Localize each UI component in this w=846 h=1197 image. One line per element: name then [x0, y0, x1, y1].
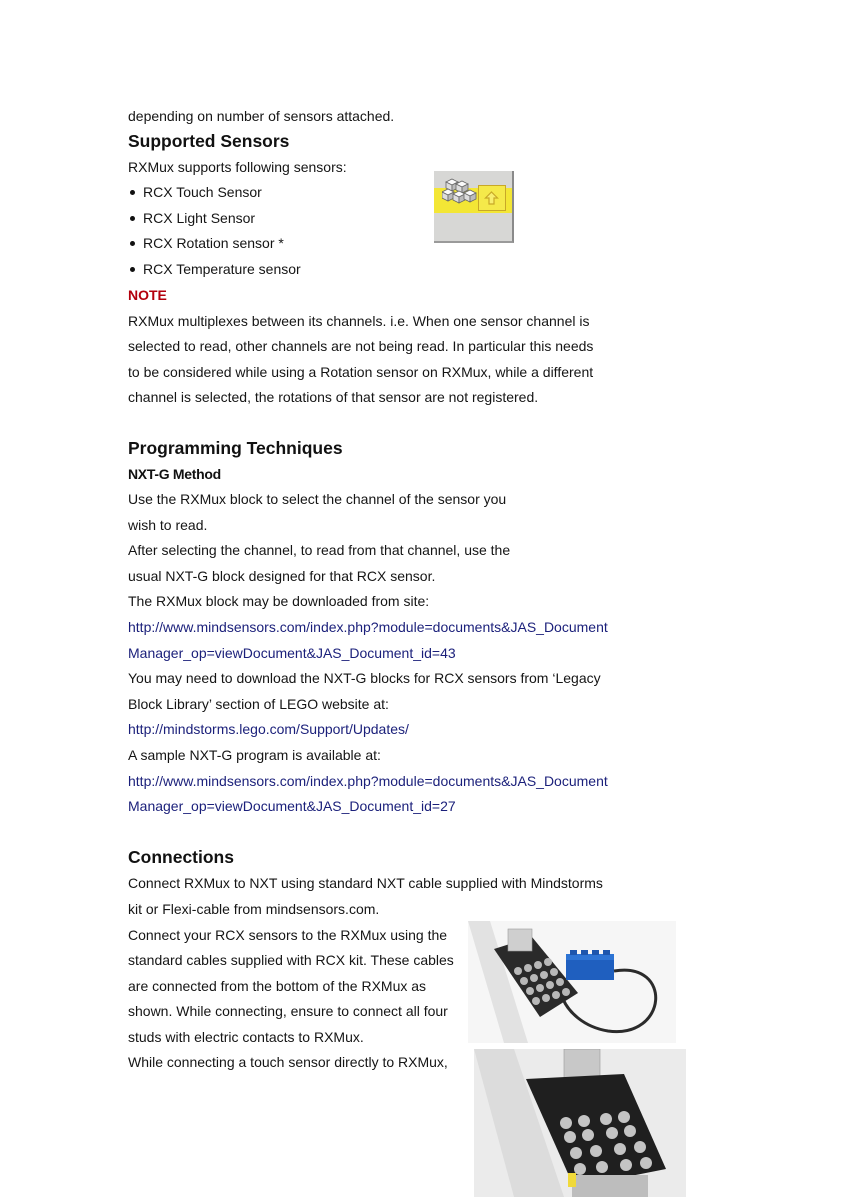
sample-program-text: A sample NXT-G program is available at: — [128, 747, 381, 763]
sensor-list-item: RCX Rotation sensor * — [128, 234, 284, 252]
supported-sensors-intro: RXMux supports following sensors: — [128, 159, 347, 175]
programming-text-line: The RXMux block may be downloaded from site: — [128, 593, 430, 609]
connections-text-line: Connect RXMux to NXT using standard NXT cable supplied with Mindstorms — [128, 875, 603, 891]
upload-arrow-icon — [478, 185, 506, 211]
rxmux-with-rcx-sensor-photo — [468, 921, 676, 1043]
connections-text-line: studs with electric contacts to RXMux. — [128, 1029, 364, 1045]
connections-heading: Connections — [128, 847, 234, 867]
sensor-list-item: RCX Light Sensor — [128, 209, 255, 227]
note-text-line: to be considered while using a Rotation sensor on RXMux, while a different — [128, 364, 594, 380]
note-text-line: selected to read, other channels are not being read. In particular this needs — [128, 338, 594, 354]
connections-text-line: standard cables supplied with RCX kit. These cables — [128, 952, 454, 968]
sample-program-link-cont[interactable]: Manager_op=viewDocument&JAS_Document_id=27 — [128, 798, 456, 814]
programming-heading: Programming Techniques — [128, 438, 343, 458]
intro-tail-text: depending on number of sensors attached. — [128, 108, 395, 124]
programming-text-line: usual NXT-G block designed for that RCX sensor. — [128, 568, 436, 584]
legacy-text-line: You may need to download the NXT-G blocks for RCX sensors from ‘Legacy — [128, 670, 601, 686]
bullet-icon — [130, 216, 135, 221]
sensor-list-item: RCX Touch Sensor — [128, 183, 262, 201]
rxmux-bottom-closeup-photo — [474, 1049, 686, 1197]
bullet-icon — [130, 267, 135, 272]
connections-text-line: Connect your RCX sensors to the RXMux using the — [128, 927, 448, 943]
sensor-list-item: RCX Temperature sensor — [128, 260, 301, 278]
bullet-icon — [130, 241, 135, 246]
nxt-g-block-icon — [434, 171, 514, 243]
programming-text-line: Use the RXMux block to select the channel of the sensor you — [128, 491, 507, 507]
programming-text-line: After selecting the channel, to read from that channel, use the — [128, 542, 511, 558]
legacy-text-line: Block Library’ section of LEGO website at: — [128, 696, 389, 712]
connections-text-line: kit or Flexi-cable from mindsensors.com. — [128, 901, 380, 917]
note-text-line: channel is selected, the rotations of that sensor are not registered. — [128, 389, 539, 405]
connections-text-line: are connected from the bottom of the RXMux as — [128, 978, 427, 994]
note-text-line: RXMux multiplexes between its channels. i.e. When one sensor channel is — [128, 313, 590, 329]
sample-program-link[interactable]: http://www.mindsensors.com/index.php?module=documents&JAS_Document — [128, 773, 608, 789]
connections-text-line: shown. While connecting, ensure to connect all four — [128, 1003, 448, 1019]
connections-text-line: While connecting a touch sensor directly to RXMux, — [128, 1054, 448, 1070]
rxmux-block-download-link[interactable]: http://www.mindsensors.com/index.php?module=documents&JAS_Document — [128, 619, 608, 635]
rxmux-block-download-link-cont[interactable]: Manager_op=viewDocument&JAS_Document_id=43 — [128, 645, 456, 661]
nxt-g-method-subheading: NXT-G Method — [128, 466, 221, 482]
bullet-icon — [130, 190, 135, 195]
note-label: NOTE — [128, 287, 167, 303]
cubes-icon — [442, 177, 478, 211]
supported-sensors-heading: Supported Sensors — [128, 131, 290, 151]
programming-text-line: wish to read. — [128, 517, 208, 533]
lego-updates-link[interactable]: http://mindstorms.lego.com/Support/Updates/ — [128, 721, 409, 737]
